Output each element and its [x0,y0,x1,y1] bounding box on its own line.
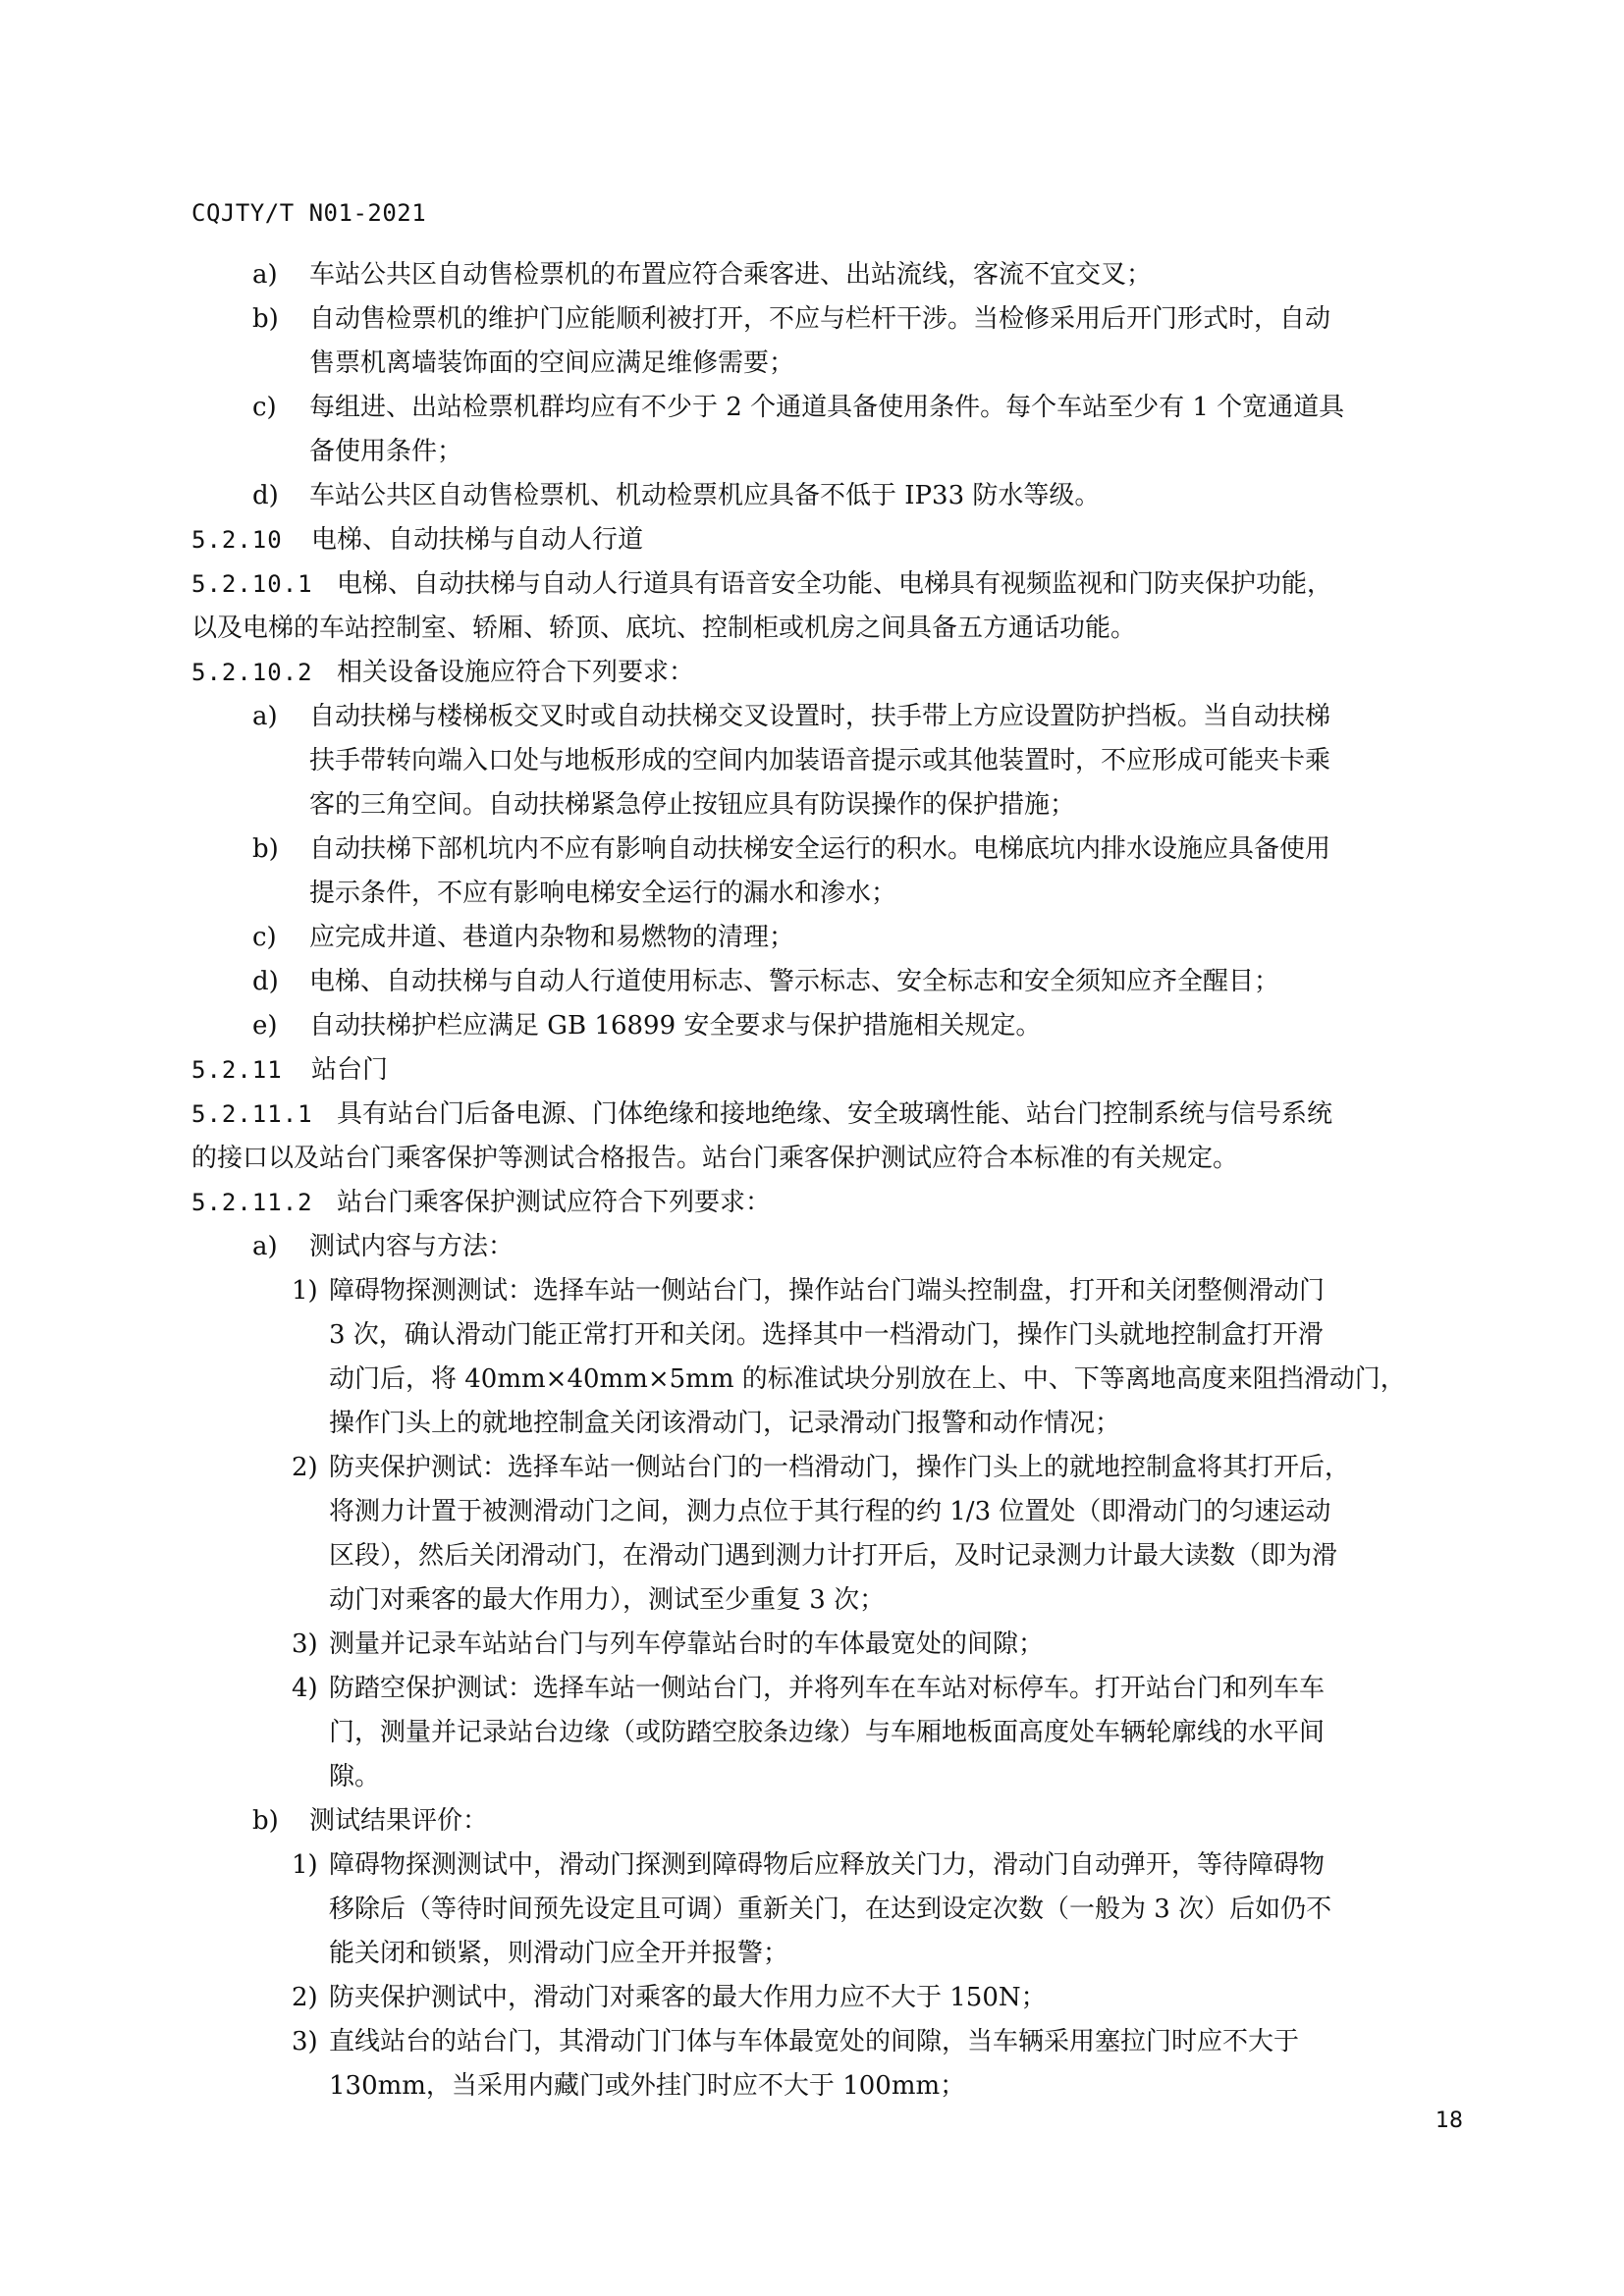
item-block [191,386,1460,474]
line-text: 隙。 [329,1762,381,1791]
list-item-line [191,1711,1460,1755]
line-text: 将测力计置于被测滑动门之间，测力点位于其行程的约 1/3 位置处（即滑动门的匀速运动 [329,1497,1331,1526]
line-text: 每组进、出站检票机群均应有不少于 2 个通道具备使用条件。每个车站至少有 1 个宽通道具 [309,393,1345,422]
list-item-line [191,739,1460,783]
line-text: 扶手带转向端入口处与地板形成的空间内加装语音提示或其他装置时，不应形成可能夹卡乘 [309,746,1331,775]
list-item-line [191,1269,1460,1313]
list-item-line [191,783,1460,828]
line-text: 站台门乘客保护测试应符合下列要求： [337,1188,772,1217]
list-item-line [191,1888,1460,1932]
list-item-line [191,1799,1460,1843]
line-text: 具有站台门后备电源、门体绝缘和接地绝缘、安全玻璃性能、站台门控制系统与信号系统 [337,1099,1333,1129]
section-title: 站台门 [311,1055,389,1085]
line-text: 防夹保护测试中，滑动门对乘客的最大作用力应不大于 150N； [329,1983,1047,2012]
list-item-line [191,2020,1460,2064]
list-item-line [191,1623,1460,1667]
sub-block [191,1667,1460,1799]
item-block [191,916,1460,960]
line-text: 障碍物探测测试：选择车站一侧站台门，操作站台门端头控制盘，打开和关闭整侧滑动门 [329,1276,1326,1306]
item-label: 1) [292,1850,318,1880]
section-title: 电梯、自动扶梯与自动人行道 [311,525,644,555]
line-text: 自动扶梯与楼梯板交叉时或自动扶梯交叉设置时，扶手带上方应设置防护挡板。当自动扶梯 [309,702,1331,731]
list-item-line [191,960,1460,1004]
list-item-line [191,1446,1460,1490]
item-block [191,828,1460,916]
sub-block [191,1269,1460,1446]
line-text: 自动售检票机的维护门应能顺利被打开，不应与栏杆干涉。当检修采用后开门形式时，自动 [309,304,1331,334]
clause-block [191,1181,1460,1225]
sub-block [191,1843,1460,1976]
item-block [191,1799,1460,1843]
item-block [191,695,1460,828]
section-heading [191,518,1460,562]
item-label: c) [252,923,277,952]
item-block [191,474,1460,518]
item-label: b) [252,304,279,334]
item-block [191,253,1460,297]
clause-block [191,562,1460,651]
line-text: 售票机离墙装饰面的空间应满足维修需要； [309,348,795,378]
line-text: 测试结果评价： [309,1806,489,1836]
line-text: 直线站台的站台门，其滑动门门体与车体最宽处的间隙，当车辆采用塞拉门时应不大于 [329,2027,1300,2056]
line-text: 能关闭和锁紧，则滑动门应全开并报警； [329,1939,789,1968]
list-item-line [191,1313,1460,1358]
list-item-line [191,828,1460,872]
list-item-line [191,2064,1460,2109]
list-item-line [191,1667,1460,1711]
line-text: 动门对乘客的最大作用力），测试至少重复 3 次； [329,1585,886,1615]
item-label: c) [252,393,277,422]
clause-number: 5.2.11.1 [191,1100,313,1128]
item-label: a) [252,1232,278,1261]
list-item-line [191,253,1460,297]
item-block [191,1225,1460,1269]
sub-block [191,1976,1460,2020]
item-block [191,297,1460,386]
item-label: 1) [292,1276,318,1306]
clause-line [191,651,1460,695]
item-block [191,1004,1460,1048]
sub-block [191,2020,1460,2109]
clause-number: 5.2.10.1 [191,570,313,598]
line-text: 动门后，将 40mm×40mm×5mm 的标准试块分别放在上、中、下等离地高度来阻挡滑动门， [329,1364,1406,1394]
document-body [191,253,1460,2109]
list-item-line [191,916,1460,960]
list-item-line [191,872,1460,916]
list-item-line [191,1402,1460,1446]
line-text: 障碍物探测测试中，滑动门探测到障碍物后应释放关门力，滑动门自动弹开，等待障碍物 [329,1850,1326,1880]
item-label: 3) [292,1629,318,1659]
list-item-line [191,1004,1460,1048]
item-label: 2) [292,1453,318,1482]
line-text: 防夹保护测试：选择车站一侧站台门的一档滑动门，操作门头上的就地控制盒将其打开后， [329,1453,1351,1482]
section-number: 5.2.11 [191,1056,283,1084]
clause-line [191,1137,1460,1181]
line-text: 的接口以及站台门乘客保护等测试合格报告。站台门乘客保护测试应符合本标准的有关规定。 [191,1144,1239,1173]
list-item-line [191,386,1460,430]
line-text: 门，测量并记录站台边缘（或防踏空胶条边缘）与车厢地板面高度处车辆轮廓线的水平间 [329,1718,1326,1747]
clause-block [191,1093,1460,1181]
list-item-line [191,1490,1460,1534]
item-label: 4) [292,1674,318,1703]
line-text: 操作门头上的就地控制盒关闭该滑动门，记录滑动门报警和动作情况； [329,1409,1121,1438]
standard-code-header: CQJTY/T N01-2021 [191,199,427,227]
list-item-line [191,1578,1460,1623]
clause-line [191,1093,1460,1137]
item-label: b) [252,834,279,864]
list-item-line [191,430,1460,474]
list-item-line [191,1755,1460,1799]
item-label: 2) [292,1983,318,2012]
clause-block [191,651,1460,695]
line-text: 3 次，确认滑动门能正常打开和关闭。选择其中一档滑动门，操作门头就地控制盒打开滑 [329,1320,1324,1350]
clause-number: 5.2.10.2 [191,659,313,686]
list-item-line [191,342,1460,386]
line-text: 客的三角空间。自动扶梯紧急停止按钮应具有防误操作的保护措施； [309,790,1076,820]
line-text: 提示条件，不应有影响电梯安全运行的漏水和渗水； [309,879,897,908]
line-text: 电梯、自动扶梯与自动人行道使用标志、警示标志、安全标志和安全须知应齐全醒目； [309,967,1280,996]
section-number: 5.2.10 [191,526,283,554]
line-text: 车站公共区自动售检票机、机动检票机应具备不低于 IP33 防水等级。 [309,481,1101,510]
line-text: 车站公共区自动售检票机的布置应符合乘客进、出站流线，客流不宜交叉； [309,260,1153,290]
line-text: 相关设备设施应符合下列要求： [337,658,695,687]
clause-number: 5.2.11.2 [191,1189,313,1216]
item-label: d) [252,481,279,510]
clause-line [191,1181,1460,1225]
line-text: 区段），然后关闭滑动门，在滑动门遇到测力计打开后，及时记录测力计最大读数（即为滑 [329,1541,1338,1571]
section-heading [191,1048,1460,1093]
list-item-line [191,1932,1460,1976]
page-number: 18 [1435,2109,1463,2133]
line-text: 移除后（等待时间预先设定且可调）重新关门，在达到设定次数（一般为 3 次）后如仍不 [329,1895,1332,1924]
list-item-line [191,1534,1460,1578]
line-text: 电梯、自动扶梯与自动人行道具有语音安全功能、电梯具有视频监视和门防夹保护功能， [337,569,1333,599]
list-item-line [191,1976,1460,2020]
line-text: 130mm，当采用内藏门或外挂门时应不大于 100mm； [329,2071,966,2101]
sub-block [191,1446,1460,1623]
clause-line [191,607,1460,651]
line-text: 应完成井道、巷道内杂物和易燃物的清理； [309,923,795,952]
sub-block [191,1623,1460,1667]
list-item-line [191,1225,1460,1269]
clause-line [191,562,1460,607]
line-text: 以及电梯的车站控制室、轿厢、轿顶、底坑、控制柜或机房之间具备五方通话功能。 [191,614,1137,643]
list-item-line [191,695,1460,739]
line-text: 自动扶梯下部机坑内不应有影响自动扶梯安全运行的积水。电梯底坑内排水设施应具备使用 [309,834,1331,864]
item-label: e) [252,1011,278,1041]
item-label: b) [252,1806,279,1836]
list-item-line [191,474,1460,518]
line-text: 测试内容与方法： [309,1232,514,1261]
line-text: 测量并记录车站站台门与列车停靠站台时的车体最宽处的间隙； [329,1629,1045,1659]
item-label: a) [252,702,278,731]
line-text: 自动扶梯护栏应满足 GB 16899 安全要求与保护措施相关规定。 [309,1011,1042,1041]
line-text: 防踏空保护测试：选择车站一侧站台门，并将列车在车站对标停车。打开站台门和列车车 [329,1674,1326,1703]
heading-block [191,518,1460,562]
item-label: d) [252,967,279,996]
item-block [191,960,1460,1004]
list-item-line [191,297,1460,342]
heading-block [191,1048,1460,1093]
item-label: 3) [292,2027,318,2056]
list-item-line [191,1358,1460,1402]
line-text: 备使用条件； [309,437,463,466]
item-label: a) [252,260,278,290]
list-item-line [191,1843,1460,1888]
